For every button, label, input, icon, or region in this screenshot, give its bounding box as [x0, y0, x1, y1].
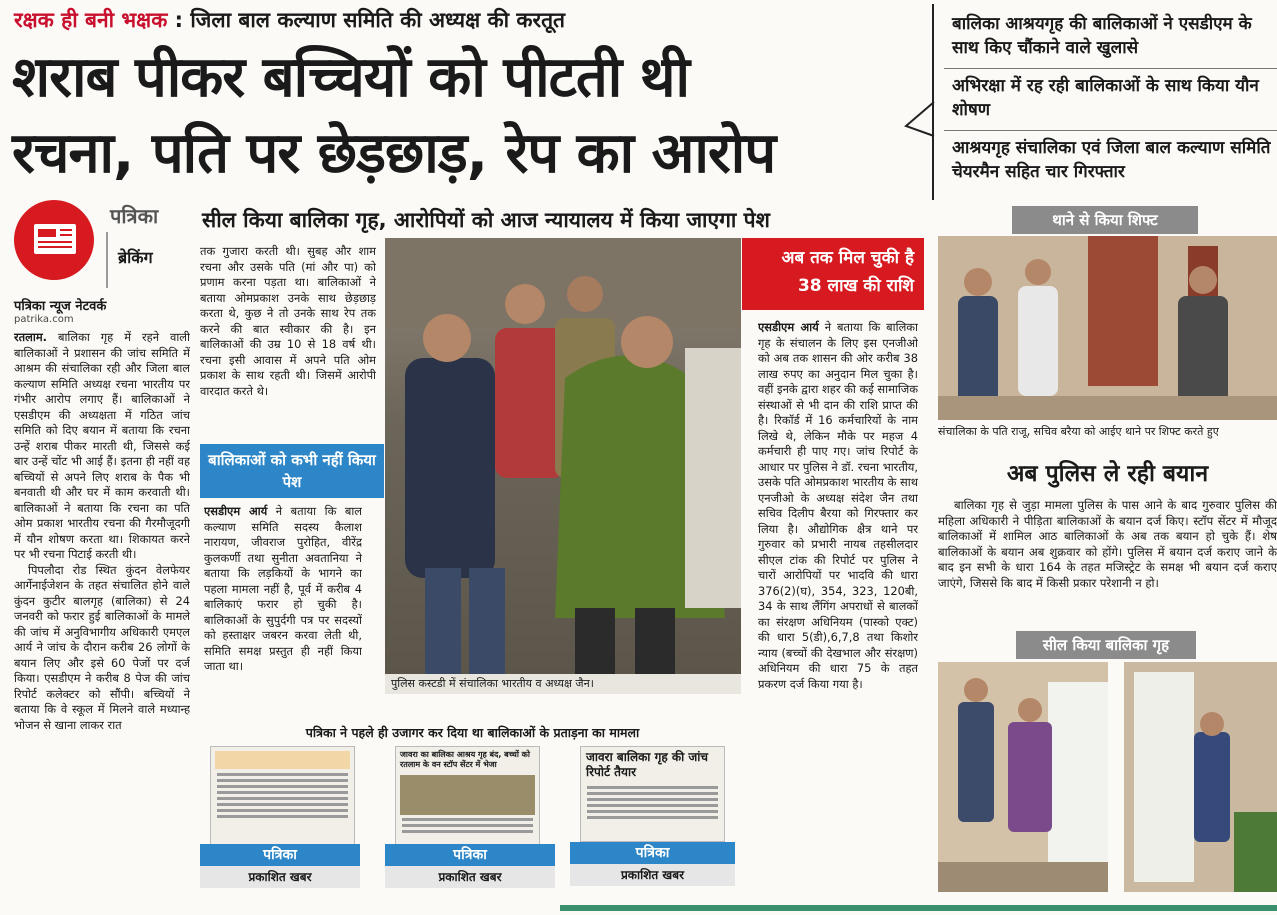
coverage-thumb-1: [210, 746, 355, 846]
coverage-label-2: पत्रिका: [385, 844, 555, 866]
side-highlight-2: अभिरक्षा में रह रही बालिकाओं के साथ किया यौन शोषण: [952, 76, 1259, 120]
newspaper-icon: [14, 200, 94, 280]
photo1-tag: थाने से किया शिफ्ट: [1012, 206, 1198, 234]
earlier-coverage-title: पत्रिका ने पहले ही उजागर कर दिया था बालिकाओं के प्रताड़ना का मामला: [305, 725, 640, 740]
patrika-logo: [14, 200, 94, 280]
main-photo-caption: पुलिस कस्टडी में संचालिका भारतीय व अध्यक्ष जैन।: [391, 677, 594, 690]
breaking-label: ब्रेकिंग: [118, 248, 153, 267]
subheadline: सील किया बालिका गृह, आरोपियों को आज न्यायालय में किया जाएगा पेश: [202, 208, 770, 232]
pointer-arrow-icon: [900, 100, 940, 140]
divider: [944, 130, 1277, 131]
main-photo: [385, 238, 741, 694]
police-custody-photo: [385, 238, 741, 694]
article-col-3: [758, 320, 918, 884]
kicker-red: रक्षक ही बनी भक्षक: [14, 8, 168, 32]
col1-para-2: पिपलौदा रोड स्थित कुंदन वेलफेयर आर्गेनाईजेशन के तहत संचालित होने वाले कुंदन कुटीर बालगृह (बालिका) से 24 जनवरी को फरार हुई बालिकाओं के मामले की जांच में अनुविभागीय अधिकारी एमएल आर्य ने जांच के दौरान करीब 26 लोगों के बयान लिए और इसे 60 पेजों पर दर्ज किया। एसडीएम ने करीब 8 पेज की जांच रिपोर्ट कलेक्टर को सौंपी। बच्चियों ने बताया कि वे स्कूल में मिलने वाले मध्यान्ह भोजन से खाना लाकर रात: [14, 562, 190, 732]
side-highlight-3: आश्रयगृह संचालिका एवं जिला बाल कल्याण समिति चेयरमैन सहित चार गिरफ्तार: [952, 138, 1271, 182]
coverage-label-3: पत्रिका: [570, 842, 735, 864]
station-shift-photo: [938, 236, 1277, 420]
station-photo-caption: संचालिका के पति राजू, सचिव बरैया को आईए थाने पर शिफ्ट करते हुए: [938, 425, 1219, 438]
coverage-label-1: पत्रिका: [200, 844, 360, 866]
thumb-2-photo: [400, 775, 535, 815]
coverage-thumb-3: [580, 746, 725, 842]
thumb-3-headline: जावरा बालिका गृह की जांच रिपोर्ट तैयार: [586, 750, 709, 779]
sealed-photo-right: [1124, 662, 1277, 892]
coverage-thumb-2: [395, 746, 540, 846]
col3-body: ने बताया कि बालिका गृह के संचालन के लिए इस एनजीओ को अब तक शासन की ओर करीब 38 लाख रुपए का अनुदान मिल चुका है। वहीं इनके द्वारा शहर की कई सामाजिक संस्थाओं से भी दान की राशि प्राप्त की है। रिकॉर्ड में 16 कर्मचारियों के नाम लिखे थे, लेकिन मौके पर महज 4 कर्मचारी ही पाए गए। जांच रिपोर्ट के आधार पर पुलिस ने डॉ. रचना भारतीय, उसके पति ओमप्रकाश भारतीय के साथ एनजीओ के अध्यक्ष संदेश जैन तथा सचिव दिलीप बैरया को गिरफ्तार कर लिया है। औद्योगिक क्षैत्र थाने पर गुरुवार को प्रभारी नायब तहसीलदार सीएल टांक की रिपोर्ट पर पुलिस ने चारों आरोपियों पर भादवि की धारा 376(2)(घ), 354, 323, 120बी, 34 के साथ लैंगिंग अपराधों से बालकों का संरक्षण अधिनियम (पास्को एक्ट) की धारा 5(डी),6,7,8 तथा किशोर न्याय (बच्चों की देखभाल और संरक्षण) अधिनियम की धारा 75 के तहत प्रकरण दर्ज किया गया है।: [758, 320, 918, 691]
side-highlight-1: बालिका आश्रयगृह की बालिकाओं ने एसडीएम के साथ किए चौंकाने वाले खुलासे: [952, 14, 1252, 58]
box-title-never-presented: बालिकाओं को कभी नहीं किया पेश: [200, 444, 384, 498]
sealing-photo-right: [1124, 662, 1277, 892]
side-highlights: [932, 4, 1277, 200]
thumb-2-headline: जावरा का बालिका आश्रय गृह बंद, बच्चों को रतलाम के वन स्टॉप सेंटर में भेजा: [400, 750, 530, 769]
sealing-photo-left: [938, 662, 1108, 892]
thumb-headline-block: [215, 751, 350, 769]
headline-line-1: शराब पीकर बच्चियों को पीटती थी: [12, 45, 690, 110]
divider: [944, 68, 1277, 69]
coverage-sub-2: प्रकाशित खबर: [385, 866, 555, 888]
headline-kicker: [14, 6, 565, 34]
box-lead: एसडीएम आर्य: [204, 504, 268, 518]
brand-logo-text: पत्रिका: [110, 204, 159, 228]
box-title-38-lakh: अब तक मिल चुकी है 38 लाख की राशि: [742, 238, 924, 310]
station-photo: [938, 236, 1277, 420]
earlier-coverage-strip: [200, 744, 745, 894]
coverage-sub-1: प्रकाशित खबर: [200, 866, 360, 888]
col3-lead: एसडीएम आर्य: [758, 320, 819, 334]
article-col-2: तक गुजारा करती थी। सुबह और शाम रचना और उसके पति (मां और पा) को प्रणाम करना पड़ता था। बालिकाओं ने बताया ओमप्रकाश उनके साथ छेड़छाड़ करता थे, कुछ ने तो उनके साथ रेप तक करने की बात स्वीकार की है। इन बालिकाओं की उम्र 10 से 18 वर्ष थी। रचना इसी आवास में अपने पति ओम प्रकाश के साथ रहती थी। जिसमें आरोपी वारदात करते थे।: [200, 244, 376, 398]
sealed-photo-left: [938, 662, 1108, 892]
article-col-1: [14, 330, 190, 888]
site-credit: patrika.com: [14, 314, 74, 325]
network-credit: पत्रिका न्यूज नेटवर्क: [14, 299, 107, 314]
dateline: रतलाम.: [14, 330, 47, 344]
bottom-rule: [560, 905, 1277, 911]
kicker-rest: : जिला बाल कल्याण समिति की अध्यक्ष की करतूत: [174, 8, 566, 32]
right-article: बालिका गृह से जुड़ा मामला पुलिस के पास आने के बाद गुरुवार पुलिस की महिला अधिकारी ने पीड़िता बालिकाओं के बयान दर्ज किए। स्टॉप सेंटर में मौजूद बालिकाओं में शामिल आठ बालिकाओं के अब तक बयान हो चुके हैं। शेष बालिकाओं के बयान अब शुक्रवार को होंगे। पुलिस में बयान दर्ज कराए जाने के बाद इन सभी के धारा 164 के तहत मजिस्ट्रेट के समक्ष भी बयान दर्ज कराए जाएंगे, जिससे कि बाद में किसी प्रकार परेशानी न हो।: [938, 498, 1277, 590]
coverage-sub-3: प्रकाशित खबर: [570, 864, 735, 886]
box-body: ने बताया कि बाल कल्याण समिति सदस्य कैलाश नारायण, जीवराज पुरोहित, वीरेंद्र कुलकर्णी तथा सुनीता अवतानिया ने बताया कि लड़कियों के भागने का पहला मामला नहीं है, पूर्व में करीब 4 बालिकाएं फरार हो चुकी है। बालिकाओं के सुपुर्दगी पत्र पर सदस्यों को हस्ताक्षर जबरन करवा लेती थी, समिति समक्ष प्रस्तुत ही नहीं किया जाता था।: [204, 504, 362, 673]
headline-line-2: रचना, पति पर छेड़छाड़, रेप का आरोप: [12, 121, 776, 186]
breaking-box: [106, 232, 174, 288]
right-heading: अब पुलिस ले रही बयान: [1006, 461, 1209, 487]
box-text-col-2: [204, 504, 362, 722]
photo2-tag: सील किया बालिका गृह: [1016, 631, 1196, 659]
col1-text: बालिका गृह में रहने वाली बालिकाओं ने प्रशासन की जांच समिति में आश्रम की संचालिका रही और जिला बाल कल्याण समिति अध्यक्ष रचना भारतीय पर गंभीर आरोप लगाए हैं। बालिकाओं ने एसडीएम की अध्यक्षता में गठित जांच समिति को दिए बयान में बताया कि रचना उन्हें शराब पीकर मारती थी, जिससे कई बार उन्हें चोंट भी आई हैं। इतना ही नहीं वह बच्चियों से अपने लिए शराब के पैक भी बनवाती थी और घर में काम करवाती थी। बालिकाओं ने बताया कि रचना का पति ओम प्रकाश भारतीय रचना की गैरमौजूदगी में यौन शोषण करता था। शिकायत करने पर भी रचना पिटाई करती थी।: [14, 330, 190, 561]
